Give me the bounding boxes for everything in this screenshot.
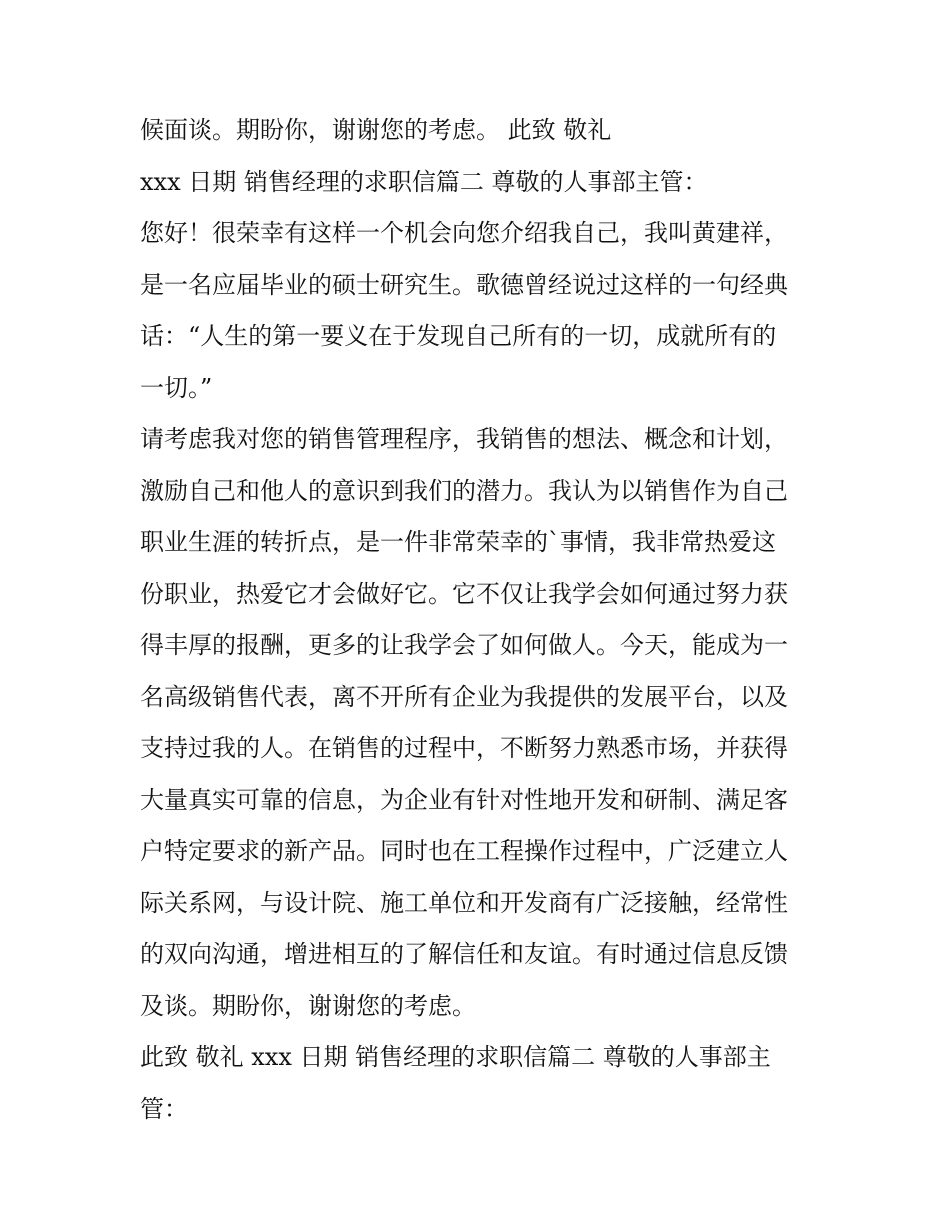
text-line: 管： bbox=[140, 1094, 188, 1123]
text-line: 得丰厚的报酬，更多的让我学会了如何做人。今天，能成为一 bbox=[140, 631, 788, 659]
text-line: 激励自己和他人的意识到我们的潜力。我认为以销售作为自己 bbox=[140, 476, 788, 505]
text-line: 一切。” bbox=[140, 373, 213, 402]
text-line: 份职业，热爱它才会做好它。它不仅让我学会如何通过努力获 bbox=[140, 579, 788, 608]
text-line: 您好！很荣幸有这样一个机会向您介绍我自己，我叫黄建祥， bbox=[140, 219, 788, 247]
text-line: 请考虑我对您的销售管理程序，我销售的想法、概念和计划， bbox=[140, 425, 788, 453]
text-line: 及谈。期盼你，谢谢您的考虑。 bbox=[140, 991, 476, 1020]
text-line: 职业生涯的转折点，是一件非常荣幸的`事情，我非常热爱这 bbox=[140, 528, 776, 556]
text-line: xxx 日期 销售经理的求职信篇二 尊敬的人事部主管： bbox=[140, 167, 708, 196]
text-line: 大量真实可靠的信息，为企业有针对性地开发和研制、满足客 bbox=[140, 785, 788, 814]
letter-body bbox=[140, 105, 830, 1135]
text-line: 支持过我的人。在销售的过程中，不断努力熟悉市场，并获得 bbox=[140, 734, 788, 762]
text-line: 是一名应届毕业的硕士研究生。歌德曾经说过这样的一句经典 bbox=[140, 270, 788, 299]
text-line: 户特定要求的新产品。同时也在工程操作过程中，广泛建立人 bbox=[140, 837, 788, 865]
text-line: 际关系网，与设计院、施工单位和开发商有广泛接触，经常性 bbox=[140, 888, 788, 917]
text-line: 话：“人生的第一要义在于发现自己所有的一切，成就所有的 bbox=[140, 322, 777, 350]
text-line: 此致 敬礼 xxx 日期 销售经理的求职信篇二 尊敬的人事部主 bbox=[140, 1043, 771, 1071]
text-line: 的双向沟通，增进相互的了解信任和友谊。有时通过信息反馈 bbox=[140, 940, 788, 968]
text-line: 名高级销售代表，离不开所有企业为我提供的发展平台，以及 bbox=[140, 682, 788, 711]
text-line: 候面谈。期盼你，谢谢您的考虑。 此致 敬礼 bbox=[140, 116, 612, 144]
